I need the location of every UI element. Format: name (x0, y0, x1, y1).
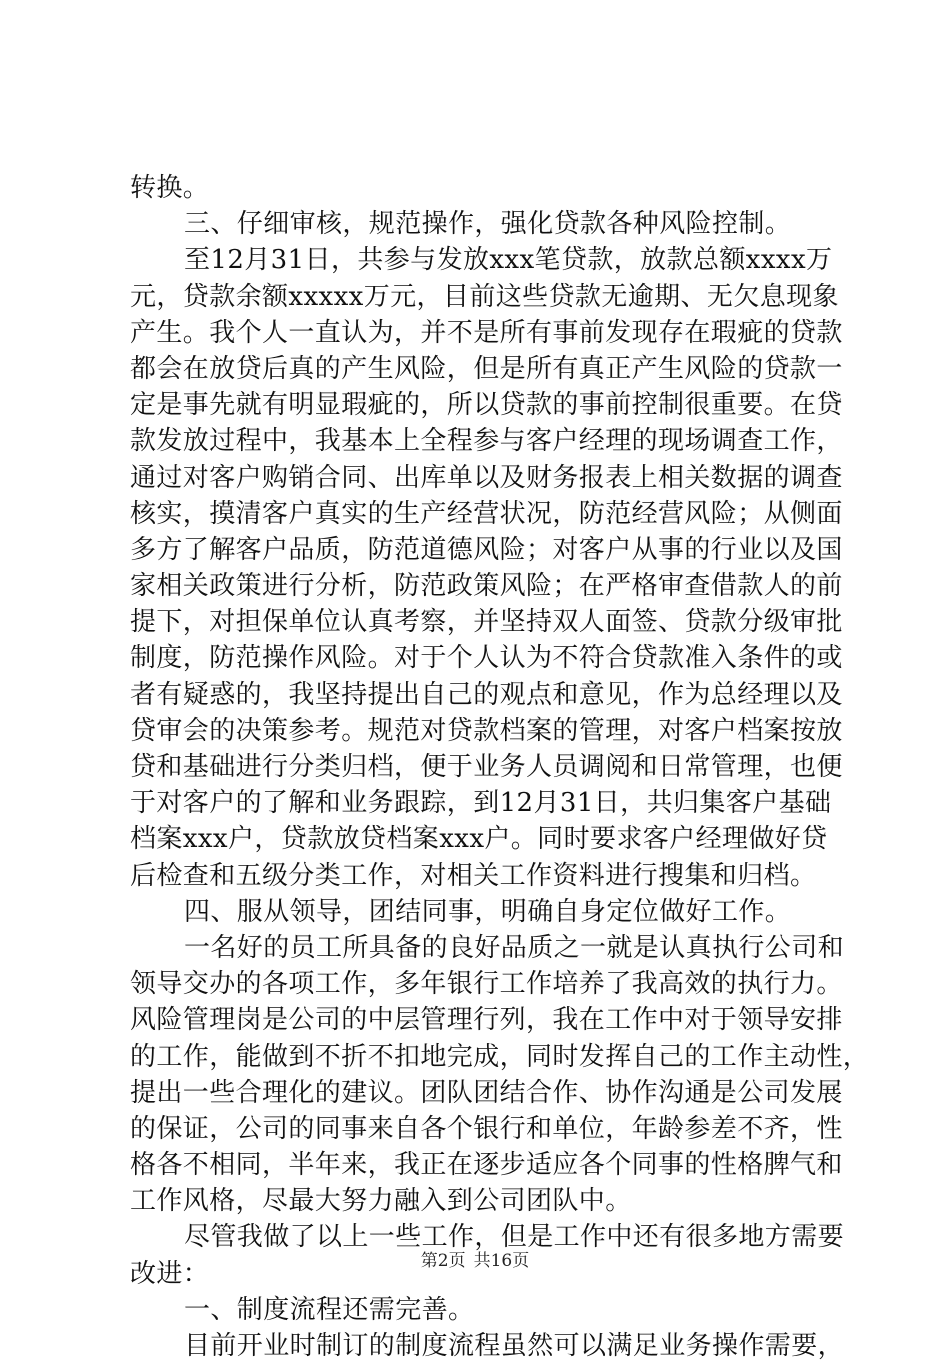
text-line: 款发放过程中，我基本上全程参与客户经理的现场调查工作， (130, 426, 843, 457)
text-line: 提出一些合理化的建议。团队团结合作、协作沟通是公司发展 (130, 1077, 843, 1108)
text-line: 提下，对担保单位认真考察，并坚持双人面签、贷款分级审批 (130, 607, 843, 638)
text-line: 多方了解客户品质，防范道德风险；对客户从事的行业以及国 (130, 534, 843, 565)
text-line: 至12月31日，共参与发放xxx笔贷款，放款总额xxxx万 (184, 245, 833, 276)
text-line: 于对客户的了解和业务跟踪，到12月31日，共归集客户基础 (130, 788, 832, 819)
text-line: 转换。 (130, 173, 210, 203)
text-line: 的工作，能做到不折不扣地完成，同时发挥自己的工作主动性， (130, 1041, 870, 1072)
text-line: 者有疑惑的，我坚持提出自己的观点和意见，作为总经理以及 (130, 679, 843, 710)
text-line: 贷和基础进行分类归档，便于业务人员调阅和日常管理，也便 (130, 752, 843, 782)
page-number: 第2页 (420, 1251, 466, 1271)
text-line: 后检查和五级分类工作，对相关工作资料进行搜集和归档。 (130, 860, 817, 891)
text-line: 目前开业时制订的制度流程虽然可以满足业务操作需要， (184, 1331, 845, 1361)
page-total: 共16页 (473, 1251, 530, 1271)
text-line: 领导交办的各项工作，多年银行工作培养了我高效的执行力。 (130, 969, 843, 1000)
text-line: 产生。我个人一直认为，并不是所有事前发现存在瑕疵的贷款 (130, 317, 843, 348)
text-line: 核实，摸清客户真实的生产经营状况，防范经营风险；从侧面 (130, 498, 843, 529)
text-line: 的保证，公司的同事来自各个银行和单位，年龄参差不齐，性 (130, 1113, 843, 1144)
text-line: 档案xxx户，贷款放贷档案xxx户。同时要求客户经理做好贷 (130, 824, 828, 855)
text-line: 一名好的员工所具备的良好品质之一就是认真执行公司和 (184, 932, 845, 963)
page-footer (0, 1246, 950, 1271)
section-heading: 一、制度流程还需完善。 (184, 1294, 475, 1325)
text-line: 制度，防范操作风险。对于个人认为不符合贷款准入条件的或 (130, 643, 843, 674)
text-line: 风险管理岗是公司的中层管理行列，我在工作中对于领导安排 (130, 1005, 843, 1036)
text-line: 格各不相同，半年来，我正在逐步适应各个同事的性格脾气和 (130, 1150, 843, 1181)
document-body (130, 170, 870, 1364)
text-line: 贷审会的决策参考。规范对贷款档案的管理，对客户档案按放 (130, 715, 843, 746)
text-line: 工作风格，尽最大努力融入到公司团队中。 (130, 1186, 632, 1217)
text-line: 定是事先就有明显瑕疵的，所以贷款的事前控制很重要。在贷 (130, 390, 843, 421)
section-heading: 三、仔细审核，规范操作，强化贷款各种风险控制。 (184, 209, 792, 240)
text-line: 家相关政策进行分析，防范政策风险；在严格审查借款人的前 (130, 571, 843, 602)
text-line: 尽管我做了以上一些工作，但是工作中还有很多地方需要 (184, 1222, 845, 1253)
text-line: 元，贷款余额xxxxx万元，目前这些贷款无逾期、无欠息现象 (130, 281, 839, 312)
section-heading: 四、服从领导，团结同事，明确自身定位做好工作。 (184, 896, 792, 927)
text-line: 改进： (130, 1258, 210, 1289)
text-line: 通过对客户购销合同、出库单以及财务报表上相关数据的调查 (130, 462, 843, 493)
text-line: 都会在放贷后真的产生风险，但是所有真正产生风险的贷款一 (130, 353, 843, 384)
